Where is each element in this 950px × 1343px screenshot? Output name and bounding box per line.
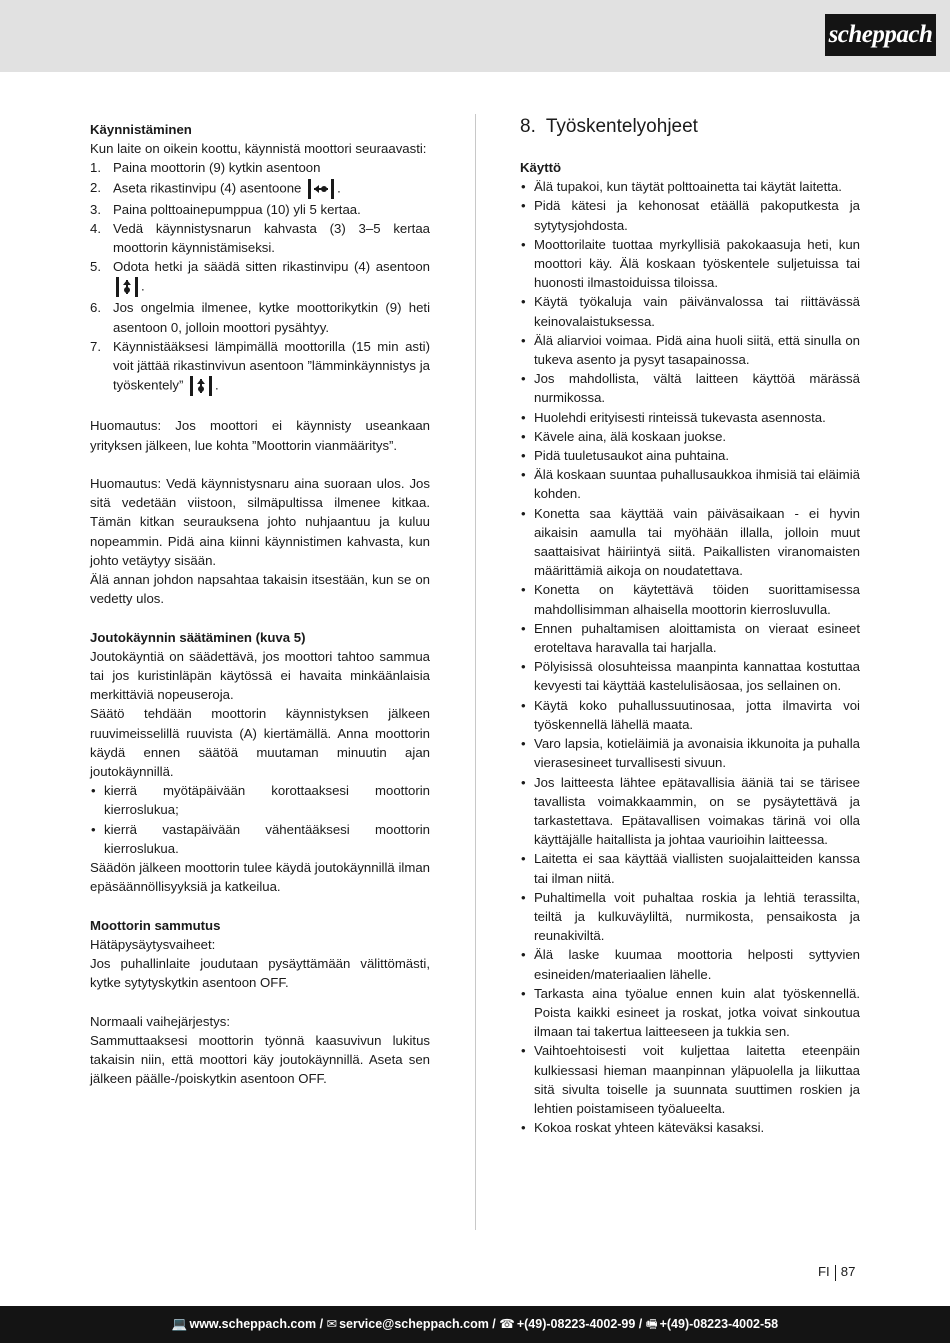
list-item: • Vaihtoehtoisesti voit kuljettaa laitetta eteenpäin kulkiessasi hieman maanpinnan yläpuolella ja liikuttaa sitä sivulta toiselle ja suunnata suuttimen roskien ja lehtien poistamiseen työalueelta.	[520, 1041, 860, 1118]
list-item: • Puhaltimella voit puhaltaa roskia ja lehtiä terassilta, teiltä ja kulkuväyliltä, nurmikosta, pensaikosta ja reunakiviltä.	[520, 888, 860, 946]
start-intro: Kun laite on oikein koottu, käynnistä moottori seuraavasti:	[90, 141, 427, 157]
step-6: 6. Jos ongelmia ilmenee, kytke moottorikytkin (9) heti asentoon 0, jolloin moottori pysähtyy.	[90, 300, 430, 335]
note-3: Älä annan johdon napsahtaa takaisin itsestään, kun se on vedetty ulos.	[90, 572, 430, 607]
footer-fax: +(49)-08223-4002-58	[659, 1317, 779, 1331]
list-item: • Konetta saa käyttää vain päiväsaikaan - ei hyvin aikaisin aamulla tai myöhään illalla, jolloin muut saattaisivat häiriintyä siitä. Paikallisten viranomaisten määrittämiä aikoja on noudatettava.	[520, 504, 860, 581]
scheppach-logo: scheppach	[825, 14, 936, 56]
list-item: • Konetta on käytettävä töiden suorittamisessa mahdollisimman alhaisella moottorin kierrosluvulla.	[520, 580, 860, 618]
list-item: • Tarkasta aina työalue ennen kuin alat työskennellä. Poista kaikki esineet ja roskat, jotka voivat sinkoutua ilmaan tai takertua laitteeseen ja tukkia sen.	[520, 984, 860, 1042]
choke-open-icon	[115, 276, 139, 298]
mail-icon: ✉	[326, 1317, 338, 1331]
list-item: • Pidä kätesi ja kehonosat etäällä pakoputkesta ja sytytysjohdosta.	[520, 196, 860, 234]
idle-heading: Joutokäynnin säätäminen (kuva 5)	[90, 629, 306, 645]
section-title: 8. Työskentelyohjeet	[520, 116, 698, 137]
step-4: 4. Vedä käynnistysnarun kahvasta (3) 3–5 kertaa moottorin käynnistämiseksi.	[90, 220, 430, 256]
list-item: • Huolehdi erityisesti rinteissä tukevasta asennosta.	[520, 408, 860, 427]
column-divider	[475, 114, 476, 1230]
phone-icon: ☎	[499, 1317, 515, 1331]
list-item: • kierrä vastapäivään vähentääksesi moottorin kierroslukua.	[90, 820, 430, 858]
list-item: • Ennen puhaltamisen aloittamista on vieraat esineet eroteltava haravalla tai harjalla.	[520, 619, 860, 657]
header-band	[0, 0, 950, 72]
choke-closed-icon	[307, 178, 335, 200]
right-column	[520, 158, 860, 1137]
list-item: • Älä tupakoi, kun täytät polttoainetta tai käytät laitetta.	[520, 177, 860, 196]
idle-bullets	[90, 781, 430, 858]
page-number: FI 87	[818, 1264, 856, 1279]
list-item: • kierrä myötäpäivään korottaaksesi moottorin kierroslukua;	[90, 781, 430, 819]
list-item: • Jos mahdollista, vältä laitteen käyttöä märässä nurmikossa.	[520, 369, 860, 407]
list-item: • Älä koskaan suuntaa puhallusaukkoa ihmisiä tai eläimiä kohden.	[520, 465, 860, 503]
start-steps	[90, 158, 430, 397]
step-7: 7. Käynnistääksesi lämpimällä moottorilla (15 min asti) voit jättää rikastinvivun asentoon ”lämminkäynnistys ja työskentely” .	[90, 337, 430, 397]
stop-label-1: Hätäpysäytysvaiheet:	[90, 936, 216, 952]
step-3: 3. Paina polttoainepumppua (10) yli 5 kertaa.	[90, 201, 361, 217]
use-heading: Käyttö	[520, 160, 562, 175]
safety-bullets	[520, 177, 860, 1137]
list-item: • Älä aliarvioi voimaa. Pidä aina huoli siitä, että sinulla on tukeva asento ja pysyt tasapainossa.	[520, 331, 860, 369]
footer-bar	[0, 1306, 950, 1343]
list-item: • Käytä työkaluja vain päivänvalossa tai riittävässä keinovalaistuksessa.	[520, 292, 860, 330]
left-column	[90, 120, 430, 1088]
list-item: • Pidä tuuletusaukot aina puhtaina.	[520, 446, 860, 465]
idle-paragraph-2: Säätö tehdään moottorin käynnistyksen jälkeen ruuvimeisselillä ruuvista (A) kiertämällä. Anna moottorin käydä ennen säätöä muutaman minuutin ajan joutokäynnillä.	[90, 706, 430, 780]
list-item: • Pölyisissä olosuhteissa maanpinta kannattaa kostuttaa kevyesti tai käyttää kastelulisäosaa, jos sellainen on.	[520, 657, 860, 695]
choke-open-icon	[189, 375, 213, 397]
footer-phone: +(49)-08223-4002-99 /	[516, 1317, 643, 1331]
note-1: Huomautus: Jos moottori ei käynnisty useankaan yrityksen jälkeen, lue kohta ”Moottorin vianmääritys”.	[90, 418, 430, 453]
idle-paragraph-1: Joutokäyntiä on säädettävä, jos moottori tahtoo sammua tai jos kuristinläpän käytössä ei havaita minkäänlaisia merkittäviä nopeuseroja.	[90, 648, 430, 703]
footer-mail: service@scheppach.com /	[339, 1317, 496, 1331]
list-item: • Kokoa roskat yhteen käteväksi kasaksi.	[520, 1118, 860, 1137]
list-item: • Kävele aina, älä koskaan juokse.	[520, 427, 860, 446]
list-item: • Älä laske kuumaa moottoria helposti syttyvien esineiden/materiaalien lähelle.	[520, 945, 860, 983]
idle-paragraph-3: Säädön jälkeen moottorin tulee käydä joutokäynnillä ilman epäsäännöllisyyksiä ja katkeilua.	[90, 860, 430, 895]
stop-heading: Moottorin sammutus	[90, 917, 221, 933]
list-item: • Varo lapsia, kotieläimiä ja avonaisia ikkunoita ja puhalla vierasesineet turvallisesti sivuun.	[520, 734, 860, 772]
note-2: Huomautus: Vedä käynnistysnaru aina suoraan ulos. Jos sitä vedetään viistoon, silmäpultissa ilmenee kitkaa. Tämän kitkan seurauksena johto nuhjaantuu ja kuluu nopeammin. Pidä aina kiinni käynnistimen kahvasta, kun johto vetäytyy sisään.	[90, 476, 430, 568]
start-heading: Käynnistäminen	[90, 122, 192, 137]
footer-web: www.scheppach.com /	[189, 1317, 324, 1331]
step-1: 1. Paina moottorin (9) kytkin asentoon	[90, 160, 321, 176]
stop-label-2: Normaali vaihejärjestys:	[90, 1013, 230, 1029]
step-2: 2. Aseta rikastinvipu (4) asentoone .	[90, 178, 430, 200]
list-item: • Laitetta ei saa käyttää viallisten suojalaitteiden kanssa tai ilman niitä.	[520, 849, 860, 887]
list-item: • Jos laitteesta lähtee epätavallisia ääniä tai se tärisee tavallista voimakkaammin, on se pysäytettävä ja tarkastettava. Epätavallisen voimakas tärinä voi olla käyttäjälle haitallista ja johtaa vaurioihin laitteessa.	[520, 773, 860, 850]
step-5: 5. Odota hetki ja säädä sitten rikastinvipu (4) asentoon .	[90, 257, 430, 298]
computer-icon: 💻	[171, 1317, 188, 1331]
stop-paragraph-1: Jos puhallinlaite joudutaan pysäyttämään välittömästi, kytke sytytyskytkin asentoon OFF.	[90, 956, 430, 991]
list-item: • Käytä koko puhallussuutinosaa, jotta ilmavirta voi työskennellä lähellä maata.	[520, 696, 860, 734]
list-item: • Moottorilaite tuottaa myrkyllisiä pakokaasuja heti, kun moottori käy. Älä koskaan työskentele suljetuissa tai huonosti ilmastoiduissa tiloissa.	[520, 235, 860, 293]
fax-icon: 🖷	[645, 1317, 658, 1331]
stop-paragraph-2: Sammuttaaksesi moottorin työnnä kaasuvivun lukitus takaisin niin, että moottori käy joutokäynnillä. Aseta sen jälkeen päälle-/poiskytkin asentoon OFF.	[90, 1032, 430, 1087]
